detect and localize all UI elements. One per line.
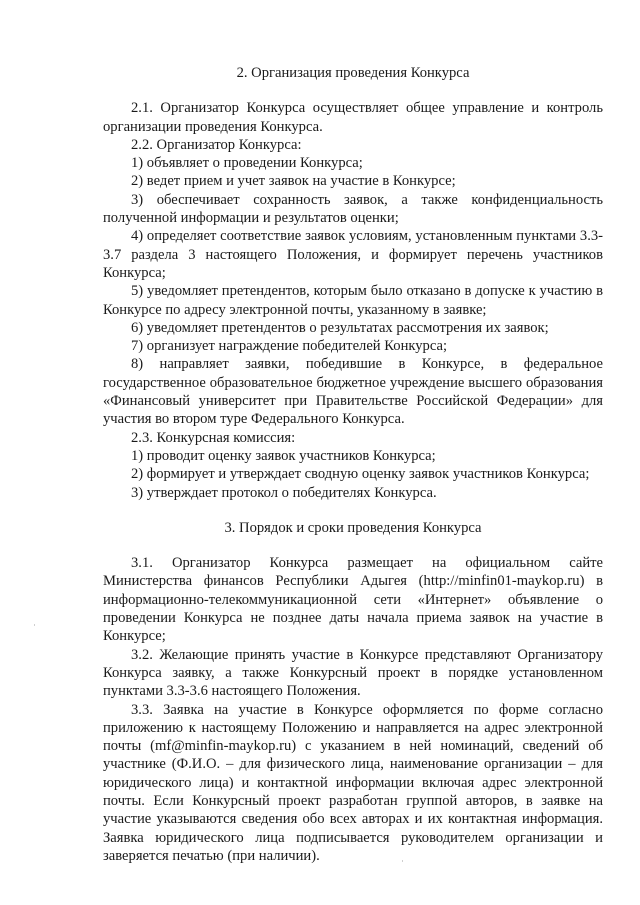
list-item-2-2-3: 3) обеспечивает сохранность заявок, а также конфиденциальность полученной информации и результатов оценки; [103,191,603,227]
paragraph-2-2: 2.2. Организатор Конкурса: [131,136,302,153]
section-2-body [103,99,603,502]
scan-speck [34,624,35,626]
paragraph-3-2: 3.2. Желающие принять участие в Конкурсе представляют Организатору Конкурса заявку, а также Конкурсный проект в порядке установленном пунктами 3.3-3.6 настоящего Положения. [103,646,603,700]
list-item-2-2-2: 2) ведет прием и учет заявок на участие в Конкурсе; [131,173,456,190]
list-item-2-3-2: 2) формирует и утверждает сводную оценку заявок участников Конкурса; [131,466,590,483]
section-3-body [103,554,603,865]
list-item-2-3-1: 1) проводит оценку заявок участников Конкурса; [131,447,436,464]
list-item-2-2-4: 4) определяет соответствие заявок условиям, установленным пунктами 3.3-3.7 раздела 3 настоящего Положения, и формирует перечень участников Конкурса; [103,228,603,281]
list-item-2-2-1: 1) объявляет о проведении Конкурса; [131,155,363,172]
paragraph-3-1: 3.1. Организатор Конкурса размещает на официальном сайте Министерства финансов Республики Адыгея (http://minfin01-maykop.ru) в информационно-телекоммуникационной сети «Интернет» объявление о проведении Конкурса не позднее даты начала приема заявок на участие в Конкурсе; [103,555,603,645]
section-2-heading: 2. Организация проведения Конкурса [236,65,470,81]
paragraph-3-3: 3.3. Заявка на участие в Конкурсе оформляется по форме согласно приложению к настоящему Положению и направляется на адрес электронной почты (mf@minfin-maykop.ru) с указанием в ней номинаций, сведений об участнике (Ф.И.О. – для физического лица, наименование организации – для юридического лица) и контактной информации включая адрес электронной почты. Если Конкурсный проект разработан группой авторов, в заявке на участие указываются сведения обо всех авторах и их контактная информация. Заявка юридического лица подписывается руководителем организации и заверяется печатью (при наличии). [103,701,603,864]
paragraph-2-1: 2.1. Организатор Конкурса осуществляет общее управление и контроль организации проведения Конкурса. [103,100,603,135]
paragraph-2-3: 2.3. Конкурсная комиссия: [131,429,296,446]
list-item-2-2-8: 8) направляет заявки, победившие в Конкурсе, в федеральное государственное образовательное бюджетное учреждение высшего образования «Финансовый университет при Правительстве Российской Федерации» для участия во втором туре Федерального Конкурса. [103,356,603,428]
scan-speck [402,860,403,862]
list-item-2-2-5: 5) уведомляет претендентов, которым было отказано в допуске к участию в Конкурсе по адресу электронной почты, указанному в заявке; [103,283,603,318]
list-item-2-2-6: 6) уведомляет претендентов о результатах рассмотрения их заявок; [131,319,549,336]
list-item-2-3-3: 3) утверждает протокол о победителях Конкурса. [131,484,437,501]
section-3-heading: 3. Порядок и сроки проведения Конкурса [224,519,482,536]
document-page [103,60,603,865]
list-item-2-2-7: 7) организует награждение победителей Конкурса; [131,338,448,355]
